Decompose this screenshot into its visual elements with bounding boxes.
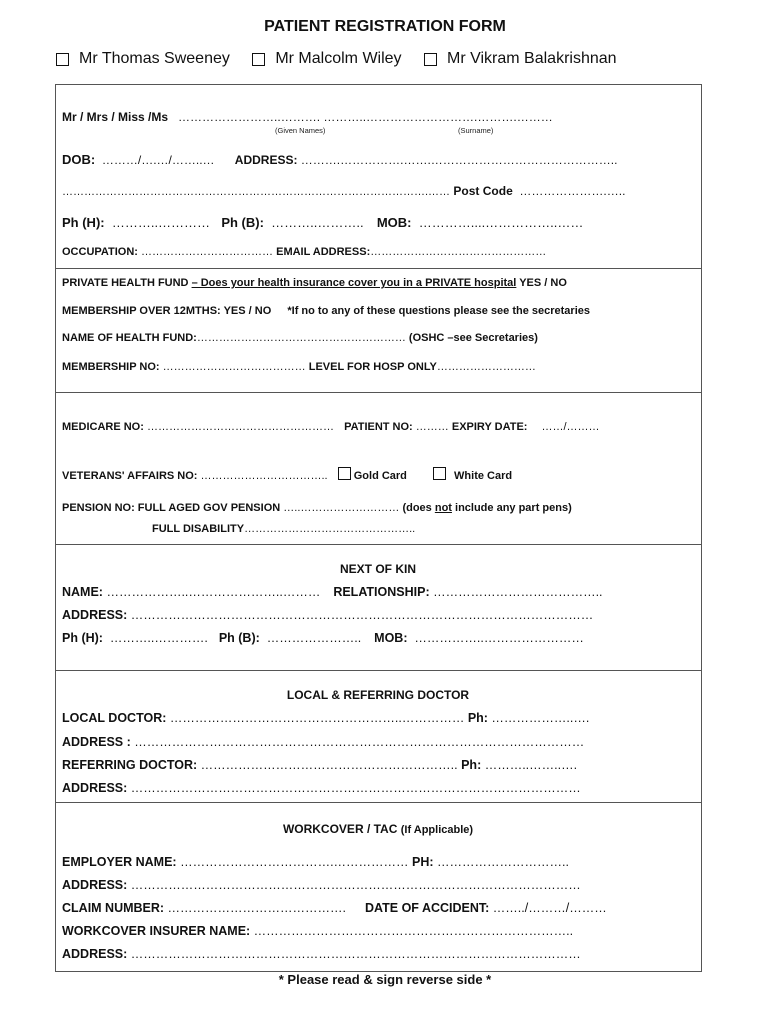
surname-caption: (Surname): [458, 126, 494, 135]
checkbox-icon[interactable]: [338, 467, 351, 480]
section-divider: [55, 802, 701, 803]
employer-row: [62, 855, 569, 869]
membership-note: *If no to any of these questions please see the secretaries: [287, 305, 590, 317]
full-disability-field[interactable]: FULL DISABILITY………………………………………..: [152, 523, 416, 535]
referring-doctor-phone-field[interactable]: Ph: ………..……..….: [461, 758, 578, 772]
doctor-options: [56, 50, 635, 71]
local-doctor-address-field[interactable]: ADDRESS : ………………………………………………………………………………………………: [62, 735, 585, 749]
local-doctor-phone-field[interactable]: Ph: ………………..….: [467, 711, 590, 725]
address-postcode-row: [62, 184, 625, 198]
claim-row: [62, 901, 607, 915]
dva-number-field[interactable]: VETERANS' AFFAIRS NO: ……………………………..: [62, 470, 328, 482]
local-doctor-field[interactable]: LOCAL DOCTOR: ………………………………………………..……………: [62, 711, 465, 725]
checkbox-icon[interactable]: [424, 53, 437, 66]
health-fund-name-field[interactable]: NAME OF HEALTH FUND:…………………………………………………: [62, 332, 406, 344]
email-field[interactable]: EMAIL ADDRESS:…………………………………………: [276, 246, 547, 258]
section-divider: [55, 268, 701, 269]
occupation-field[interactable]: OCCUPATION: ………………………………: [62, 246, 274, 258]
medicare-row: [62, 421, 600, 433]
expiry-date-field[interactable]: EXPIRY DATE: ……/………: [451, 421, 600, 433]
doctor-option-wiley[interactable]: [252, 50, 401, 68]
section-divider: [55, 670, 701, 671]
section-divider: [55, 392, 701, 393]
membership-number-row: [62, 361, 536, 373]
ph-home-field[interactable]: Ph (H): ………..…………: [62, 215, 211, 230]
nok-ph-business-field[interactable]: Ph (B): …………………..: [218, 631, 362, 645]
local-doctor-row: [62, 711, 589, 725]
nok-ph-home-field[interactable]: Ph (H): ………..………….: [62, 631, 208, 645]
insurer-name-field[interactable]: WORKCOVER INSURER NAME: …………………………………………………………………..: [62, 924, 574, 938]
address-line-2[interactable]: ……………………………………………………………………………………….……: [62, 186, 451, 198]
nok-name-row: [62, 585, 603, 599]
doctor-name: Mr Malcolm Wiley: [275, 50, 402, 67]
workcover-heading: WORKCOVER / TAC (If Applicable): [282, 822, 474, 836]
checkbox-icon[interactable]: [56, 53, 69, 66]
nok-relationship-field[interactable]: RELATIONSHIP: …………………………………..: [333, 585, 603, 599]
doctor-option-balakrishnan[interactable]: [424, 50, 617, 68]
patient-phone-row: [62, 215, 583, 230]
nok-address-field[interactable]: ADDRESS: …………………………………………………………………………………………………: [62, 608, 594, 622]
medicare-number-field[interactable]: MEDICARE NO: ……………………………………………: [62, 421, 334, 433]
dob-address-row: [62, 152, 617, 167]
patient-number-field[interactable]: PATIENT NO: ………: [344, 421, 449, 433]
insurer-address-field[interactable]: ADDRESS: ………………………………………………………………………………………………: [62, 947, 581, 961]
gold-card-option[interactable]: Gold Card: [338, 470, 407, 482]
employer-address-field[interactable]: ADDRESS: ………………………………………………………………………………………………: [62, 878, 581, 892]
membership-number-field[interactable]: MEMBERSHIP NO: …………………………………: [62, 361, 306, 373]
title-label: Mr / Mrs / Miss /Ms: [62, 110, 169, 124]
phf-question: – Does your health insurance cover you in a PRIVATE hospital: [191, 277, 517, 289]
checkbox-icon[interactable]: [252, 53, 265, 66]
checkbox-icon[interactable]: [433, 467, 446, 480]
occupation-email-row: [62, 246, 546, 258]
health-fund-name-row: [62, 332, 538, 344]
membership-row: [62, 305, 590, 317]
pension-label: PENSION NO:: [62, 502, 135, 514]
referring-doctor-address-field[interactable]: ADDRESS: ………………………………………………………………………………………………: [62, 781, 581, 795]
private-health-fund-row: [62, 277, 567, 289]
nok-name-field[interactable]: NAME: ………………..…………………..………: [62, 585, 321, 599]
white-card-option[interactable]: White Card: [433, 470, 512, 482]
next-of-kin-heading: NEXT OF KIN: [339, 562, 416, 576]
doctor-name: Mr Thomas Sweeney: [79, 50, 230, 67]
mobile-field[interactable]: MOB: …………....……………..……: [376, 215, 584, 230]
employer-phone-field[interactable]: PH: …………………………..: [412, 855, 569, 869]
date-of-accident-field[interactable]: DATE OF ACCIDENT: ……../………/………: [365, 901, 607, 915]
ph-business-field[interactable]: Ph (B): ………..………..: [221, 215, 364, 230]
postcode-field[interactable]: Post Code ………………….…..: [453, 184, 626, 198]
nok-phone-row: [62, 631, 584, 645]
doctor-option-sweeney[interactable]: [56, 50, 230, 68]
phf-label: PRIVATE HEALTH FUND: [62, 277, 189, 289]
veterans-affairs-row: [62, 467, 512, 482]
address-field[interactable]: ADDRESS: ……….…………….…….………………………………………..: [234, 153, 618, 167]
pension-row: [62, 502, 572, 514]
doctor-heading: LOCAL & REFERRING DOCTOR: [286, 688, 470, 702]
pension-note: (does not include any part pens): [402, 502, 572, 514]
claim-number-field[interactable]: CLAIM NUMBER: …………………………………….: [62, 901, 347, 915]
full-aged-pension-field[interactable]: FULL AGED GOV PENSION …..………………………: [137, 502, 400, 514]
oshc-note: (OSHC –see Secretaries): [408, 332, 538, 344]
phf-yes-no[interactable]: YES / NO: [519, 277, 567, 289]
employer-name-field[interactable]: EMPLOYER NAME: ……………………………….………………: [62, 855, 409, 869]
referring-doctor-field[interactable]: REFERRING DOCTOR: ……………………………………………………..: [62, 758, 458, 772]
membership-yes-no[interactable]: MEMBERSHIP OVER 12MTHS: YES / NO: [62, 305, 272, 317]
footer-note: * Please read & sign reverse side *: [278, 972, 492, 987]
nok-mobile-field[interactable]: MOB: ……………..……………………: [374, 631, 584, 645]
dob-field[interactable]: DOB: ………/….…/……..…: [62, 152, 215, 167]
section-divider: [55, 544, 701, 545]
given-names-caption: (Given Names): [275, 126, 326, 135]
hospital-level-field[interactable]: LEVEL FOR HOSP ONLY………………………: [308, 361, 536, 373]
name-field[interactable]: Mr / Mrs / Miss /Ms ……………………..………. ………..……………………….……….………: [62, 110, 553, 124]
referring-doctor-row: [62, 758, 577, 772]
form-title: PATIENT REGISTRATION FORM: [264, 18, 506, 35]
doctor-name: Mr Vikram Balakrishnan: [447, 50, 617, 67]
